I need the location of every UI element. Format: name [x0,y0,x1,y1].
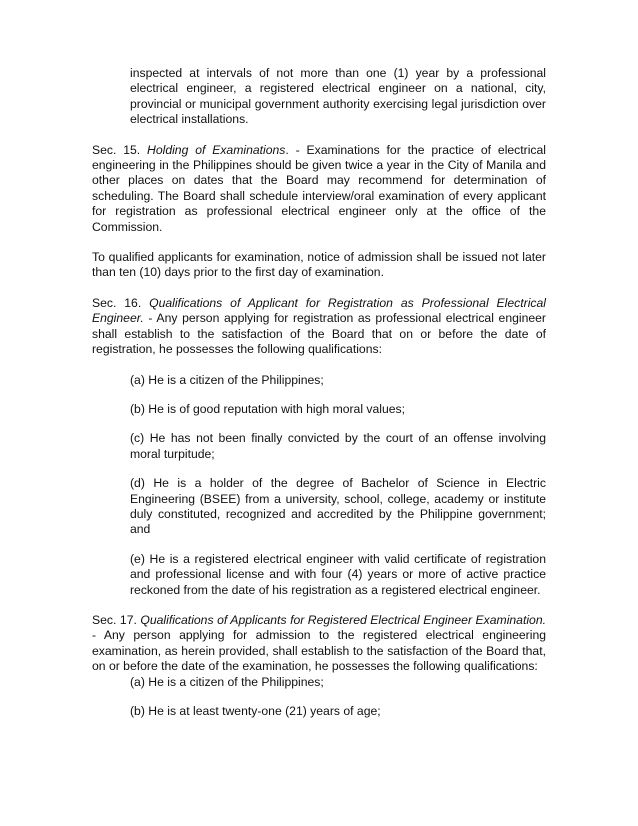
section-17-body: - Any person applying for admission to the registered electrical engineering examination, as herein provided, shall establish to the satisfaction of the Board that, on or before the date of the examination, he possesses the following qualifications: [92,628,546,674]
section-16-body: - Any person applying for registration as professional electrical engineer shall establish to the satisfaction of the Board that on or before the date of registration, he possesses the following qualifications: [92,311,546,357]
section-15-number: Sec. 15. [92,142,148,157]
section-17-title: Qualifications of Applicants for Registered Electrical Engineer Examination. [140,612,546,627]
section-17 [92,613,546,675]
section-16-item-c: (c) He has not been finally convicted by the court of an offense involving moral turpitude; [130,431,546,461]
section-16-number: Sec. 16. [92,295,150,310]
section-16 [92,296,546,358]
section-17-number: Sec. 17. [92,612,141,627]
section-15-body: . - Examinations for the practice of electrical engineering in the Philippines should be given twice a year in the City of Manila and other places on dates that the Board may recommend for determination of scheduling. The Board shall schedule interview/oral examination of every applicant for registration as professional electrical engineer only at the office of the Commission. [92,142,547,234]
paragraph-notice: To qualified applicants for examination, notice of admission shall be issued not later than ten (10) days prior to the first day of examination. [92,250,546,280]
section-16-item-b: (b) He is of good reputation with high moral values; [130,401,406,416]
section-16-title: Qualifications of Applicant for Registration as Professional Electrical Engineer. [92,295,546,326]
section-16-item-e: (e) He is a registered electrical engineer with valid certificate of registration and professional license and with four (4) years or more of active practice reckoned from the date of his registration as a registered electrical engineer. [130,551,546,597]
document-page [92,66,546,719]
paragraph-continuation: inspected at intervals of not more than one (1) year by a professional electrical engineer, a registered electrical engineer on a national, city, provincial or municipal government authority exercising legal jurisdiction over electrical installations. [130,66,546,127]
section-16-item-a: (a) He is a citizen of the Philippines; [130,372,324,387]
section-15 [92,143,546,235]
section-17-item-b: (b) He is at least twenty-one (21) years of age; [130,704,381,718]
section-15-title: Holding of Examinations [147,142,286,157]
section-17-item-a: (a) He is a citizen of the Philippines; [130,674,324,689]
section-16-item-d: (d) He is a holder of the degree of Bachelor of Science in Electric Engineering (BSEE) from a university, school, college, academy or institute duly constituted, recognized and accredited by the Philippine government; and [130,476,546,537]
